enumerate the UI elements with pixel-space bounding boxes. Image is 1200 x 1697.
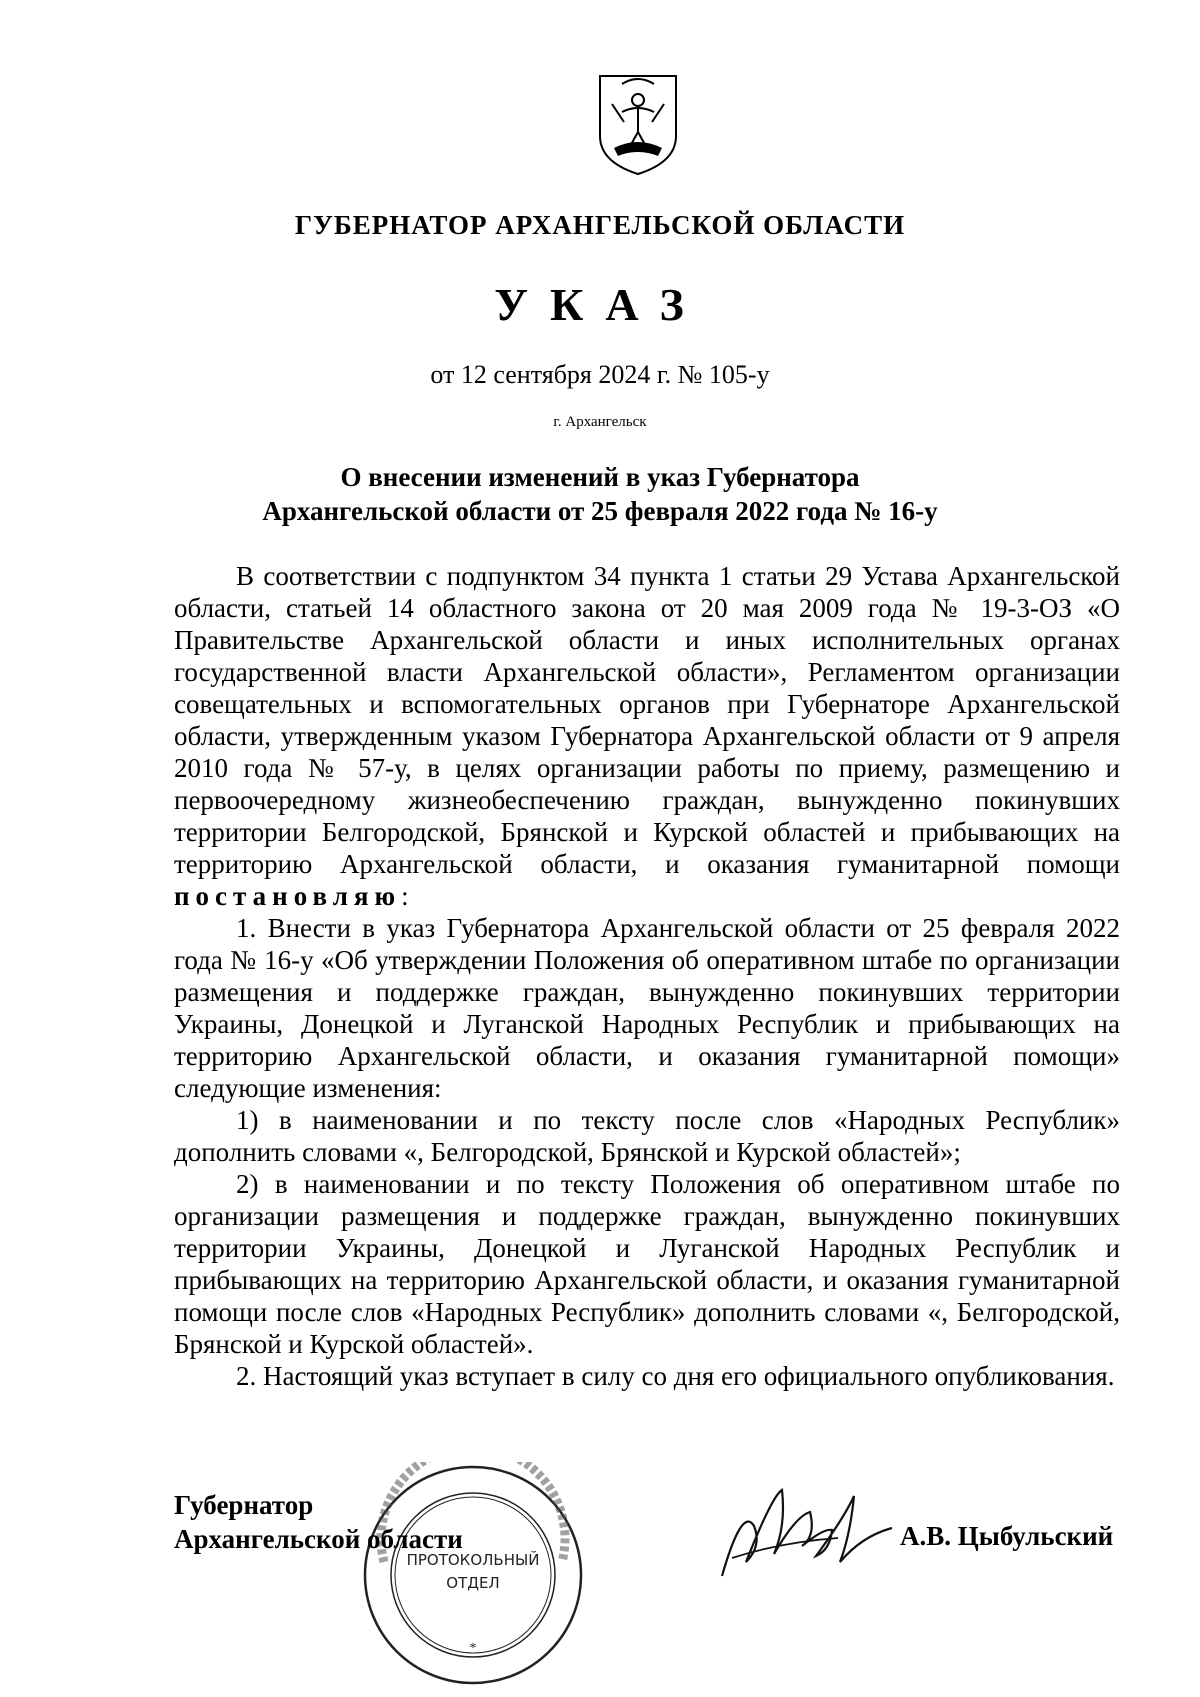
clause-1-paragraph: 1. Внести в указ Губернатора Архангельской области от 25 февраля 2022 года № 16-у «Об утверждении Положения об оперативном штабе по организации размещения и поддержке граждан, вынужденно покинувших территории Украины, Донецкой и Луганской Народных Республик и прибывающих на территорию Архангельской области, и оказания гуманитарной помощи» следующие изменения:: [174, 913, 1120, 1103]
clause-1-item-2-paragraph: 2) в наименовании и по тексту Положения об оперативном штабе по организации размещения и поддержке граждан, вынужденно покинувших территории Украины, Донецкой и Луганской Народных Республик и прибывающих на территорию Архангельской области, и оказания гуманитарной помощи после слов «Народных Республик» дополнить словами «, Белгородской, Брянской и Курской областей».: [174, 1169, 1120, 1359]
issuer-title: ГУБЕРНАТОР АРХАНГЕЛЬСКОЙ ОБЛАСТИ: [294, 210, 906, 240]
preamble-end: :: [401, 881, 409, 911]
coat-of-arms-icon: [592, 70, 684, 176]
document-subject: [0, 460, 1200, 528]
signatory-title-line-2: Архангельской области: [174, 1524, 463, 1554]
signatory-name: А.В. Цыбульский: [900, 1521, 1114, 1551]
svg-text:ОТДЕЛ: ОТДЕЛ: [446, 1574, 500, 1592]
document-city: г. Архангельск: [553, 414, 647, 430]
clause-2-paragraph: 2. Настоящий указ вступает в силу со дня его официального опубликования.: [236, 1361, 1115, 1391]
svg-text:ПРОТОКОЛЬНЫЙ: ПРОТОКОЛЬНЫЙ: [406, 1551, 540, 1569]
preamble-text: В соответствии с подпунктом 34 пункта 1 статьи 29 Устава Архангельской области, статьей 14 областного закона от 20 мая 2009 года № 19-3-ОЗ «О Правительстве Архангельской области и иных исполнительных органах государственной власти Архангельской области», Регламентом организации совещательных и вспомогательных органов при Губернаторе Архангельской области, утвержденным указом Губернатора Архангельской области от 9 апреля 2010 года № 57-у, в целях организации работы по приему, размещению и первоочередному жизнеобеспечению граждан, вынужденно покинувших территории Белгородской, Брянской и Курской областей и прибывающих на территорию Архангельской области, и оказания гуманитарной помощи: [174, 561, 1120, 879]
preamble-paragraph: [174, 560, 1120, 912]
document-body: [174, 560, 1120, 1392]
decree-keyword: постановляю: [174, 881, 402, 911]
handwritten-signature: [712, 1466, 902, 1596]
document-date-number: от 12 сентября 2024 г. № 105-у: [430, 360, 770, 389]
clause-1-item-1-paragraph: 1) в наименовании и по тексту после слов «Народных Республик» дополнить словами «, Белгородской, Брянской и Курской областей»;: [174, 1105, 1120, 1167]
signatory-title: [174, 1488, 463, 1556]
document-type: УКАЗ: [494, 279, 706, 330]
subject-line-1: О внесении изменений в указ Губернатора: [340, 462, 860, 492]
svg-text:*: *: [469, 1641, 477, 1656]
signatory-title-line-1: Губернатор: [174, 1490, 314, 1520]
subject-line-2: Архангельской области от 25 февраля 2022 года № 16-у: [262, 496, 938, 526]
